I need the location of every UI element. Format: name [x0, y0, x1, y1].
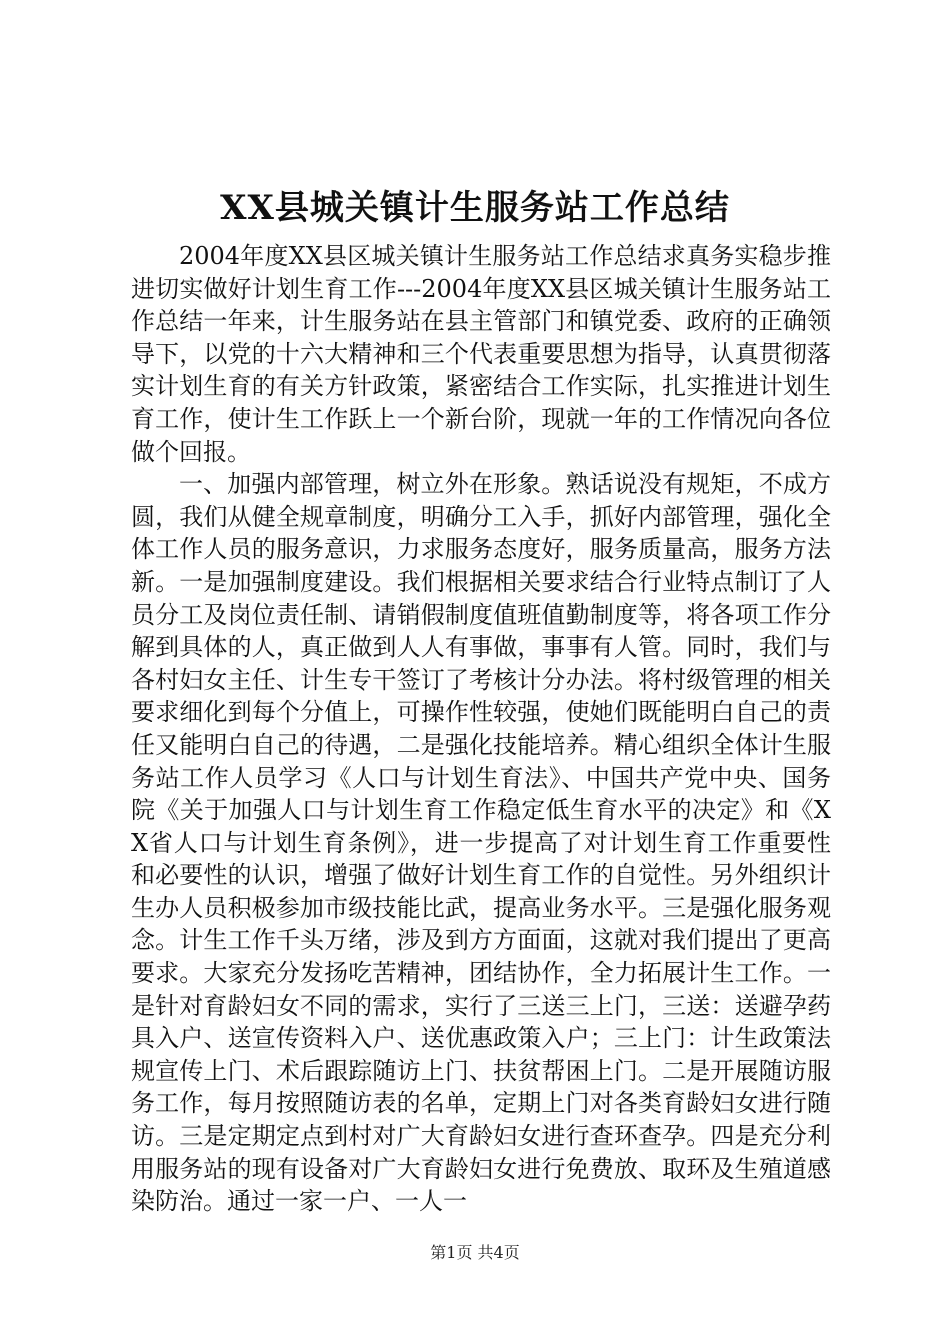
page-number-footer: 第1页 共4页 — [430, 1243, 520, 1262]
paragraph-intro: 2004年度XX县区城关镇计生服务站工作总结求真务实稳步推进切实做好计划生育工作---2004年度XX县区城关镇计生服务站工作总结一年来，计生服务站在县主管部门和镇党委、政府的正确领导下，以党的十六大精神和三个代表重要思想为指导，认真贯彻落实计划生育的有关方针政策，紧密结合工作实际，扎实推进计划生育工作，使计生工作跃上一个新台阶，现就一年的工作情况向各位做个回报。 — [131, 242, 831, 466]
paragraph-section-one: 一、加强内部管理，树立外在形象。熟话说没有规矩，不成方圆，我们从健全规章制度，明确分工入手，抓好内部管理，强化全体工作人员的服务意识，力求服务态度好，服务质量高，服务方法新。一是加强制度建设。我们根据相关要求结合行业特点制订了人员分工及岗位责任制、请销假制度值班值勤制度等，将各项工作分解到具体的人，真正做到人人有事做，事事有人管。同时，我们与各村妇女主任、计生专干签订了考核计分办法。将村级管理的相关要求细化到每个分值上，可操作性较强，使她们既能明白自己的责任又能明白自己的待遇，二是强化技能培养。精心组织全体计生服务站工作人员学习《人口与计划生育法》、中国共产党中央、国务院《关于加强人口与计划生育工作稳定低生育水平的决定》和《XX省人口与计划生育条例》，进一步提高了对计划生育工作重要性和必要性的认识，增强了做好计划生育工作的自觉性。另外组织计生办人员积极参加市级技能比武，提高业务水平。三是强化服务观念。计生工作千头万绪，涉及到方方面面，这就对我们提出了更高要求。大家充分发扬吃苦精神，团结协作，全力拓展计生工作。一是针对育龄妇女不同的需求，实行了三送三上门，三送：送避孕药具入户、送宣传资料入户、送优惠政策入户；三上门：计生政策法规宣传上门、术后跟踪随访上门、扶贫帮困上门。二是开展随访服务工作，每月按照随访表的名单，定期上门对各类育龄妇女进行随访。三是定期定点到村对广大育龄妇女进行查环查孕。四是充分利用服务站的现有设备对广大育龄妇女进行免费放、取环及生殖道感染防治。通过一家一户、一人一 — [131, 470, 831, 1216]
document-title: XX县城关镇计生服务站工作总结 — [220, 188, 730, 228]
document-body — [131, 240, 831, 1218]
